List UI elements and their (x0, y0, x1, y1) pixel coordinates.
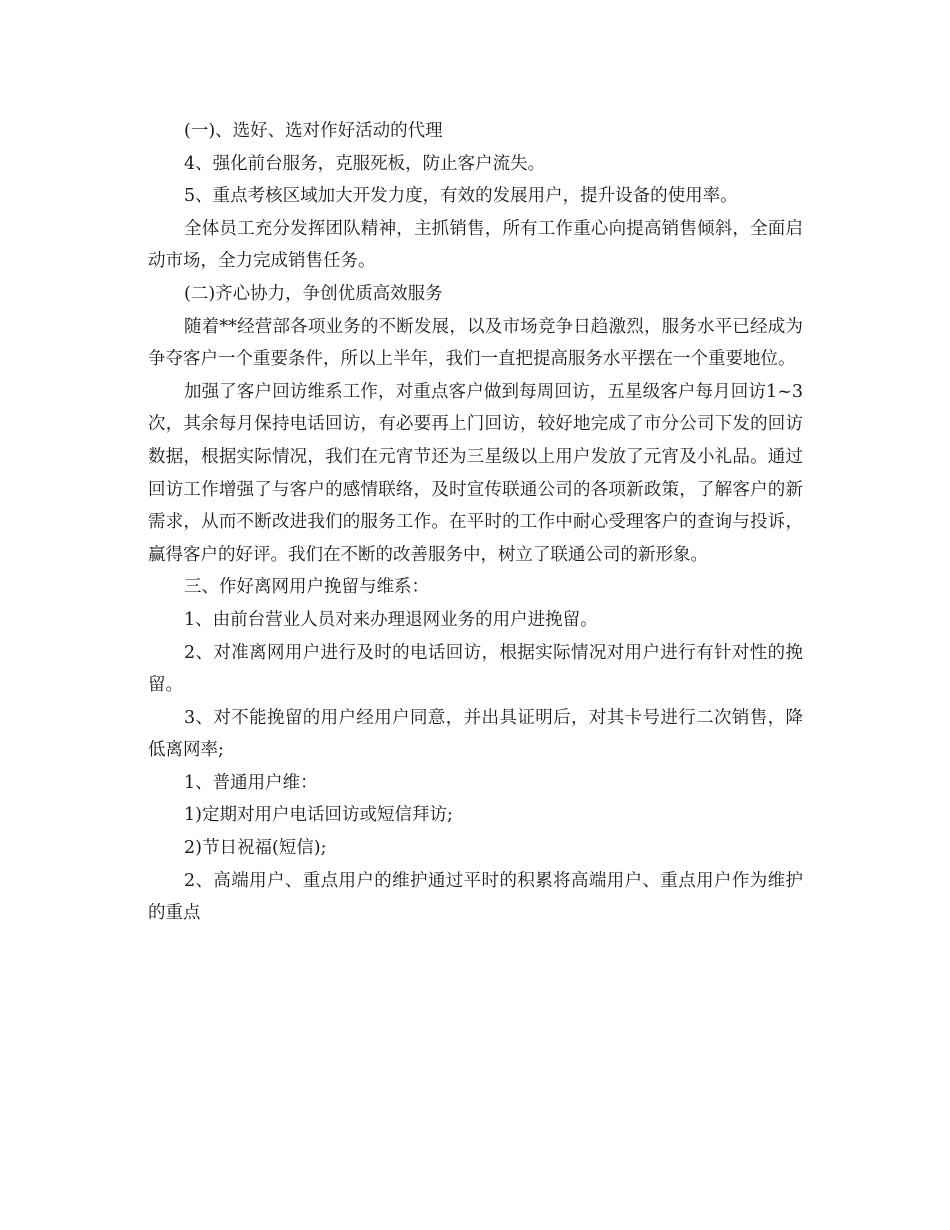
paragraph-item-4: 4、强化前台服务，克服死板，防止客户流失。 (184, 153, 546, 174)
paragraph-retention-2: 2、对准离网用户进行及时的电话回访，根据实际情况对用户进行有针对性的挽留。 (148, 642, 803, 696)
paragraph-service-level: 随着**经营部各项业务的不断发展，以及市场竞争日趋激烈，服务水平已经成为争夺客户一个重要条件，所以上半年，我们一直把提高服务水平摆在一个重要地位。 (148, 316, 803, 370)
paragraph-team-spirit: 全体员工充分发挥团队精神，主抓销售，所有工作重心向提高销售倾斜，全面启动市场，全力完成销售任务。 (148, 218, 803, 272)
paragraph-customer-visits: 加强了客户回访维系工作，对重点客户做到每周回访，五星级客户每月回访1~3次，其余每月保持电话回访，有必要再上门回访，较好地完成了市分公司下发的回访数据，根据实际情况，我们在元宵节还为三星级以上用户发放了元宵及小礼品。通过回访工作增强了与客户的感情联络，及时宣传联通公司的各项新政策，了解客户的新需求，从而不断改进我们的服务工作。在平时的工作中耐心受理客户的查询与投诉，赢得客户的好评。我们在不断的改善服务中，树立了联通公司的新形象。 (148, 381, 803, 565)
paragraph-section-2-heading: (二)齐心协力，争创优质高效服务 (184, 283, 443, 304)
paragraph-retention-1: 1、由前台营业人员对来办理退网业务的用户进挽留。 (184, 609, 598, 630)
paragraph-high-end-users: 2、高端用户、重点用户的维护通过平时的积累将高端用户、重点用户作为维护的重点 (148, 870, 803, 924)
paragraph-section-3-heading: 三、作好离网用户挽留与维系： (184, 577, 429, 598)
document-body (148, 115, 803, 930)
paragraph-regular-users-1: 1)定期对用户电话回访或短信拜访; (184, 805, 453, 826)
paragraph-regular-users: 1、普通用户维： (184, 772, 318, 793)
paragraph-section-1-heading: (一)、选好、选对作好活动的代理 (184, 121, 443, 141)
paragraph-retention-3: 3、对不能挽留的用户经用户同意，并出具证明后，对其卡号进行二次销售，降低离网率; (148, 707, 803, 761)
paragraph-regular-users-2: 2)节日祝福(短信); (184, 838, 327, 859)
paragraph-item-5: 5、重点考核区域加大开发力度，有效的发展用户，提升设备的使用率。 (184, 186, 738, 207)
